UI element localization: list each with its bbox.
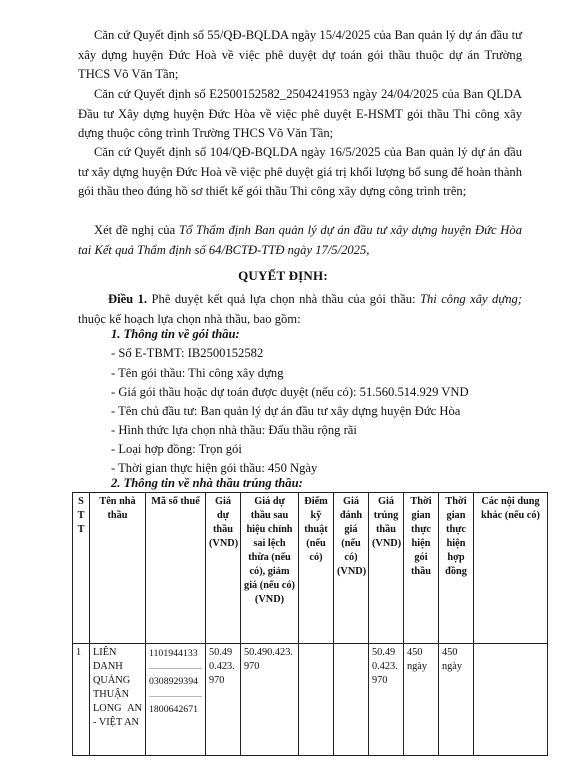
- table-header-row: [73, 493, 548, 644]
- info-item: - Tên chủ đầu tư: Ban quản lý dự án đầu tư xây dựng huyện Đức Hòa: [111, 404, 461, 418]
- cell-tax-codes: [146, 644, 206, 756]
- cell-contractor-name: LIÊN DANH QUẢNG THUẬN LONG AN - VIỆT AN: [90, 644, 146, 756]
- paragraph-proposal: [78, 221, 522, 260]
- cell-bid-price: 50.490.423.970: [206, 644, 241, 756]
- cell-adjusted-price: 50.490.423.970: [241, 644, 299, 756]
- cell-eval-price: [334, 644, 369, 756]
- article-1: [78, 290, 522, 329]
- info-item: - Giá gói thầu hoặc dự toán được duyệt (nếu có): 51.560.514.929 VND: [111, 385, 469, 399]
- article-italic-text: Thi công xây dựng;: [419, 292, 523, 306]
- header-eval-price: Giá đánh giá (nếu có) (VND): [334, 493, 369, 644]
- paragraph-legal-basis-2: [78, 85, 522, 144]
- header-adjusted-price: Giá dự thầu sau hiệu chỉnh sai lệch thừa (nếu có), giảm giá (nếu có) (VND): [241, 493, 299, 644]
- info-item: - Thời gian thực hiện gói thầu: 450 Ngày: [111, 461, 318, 475]
- header-contract-time: Thời gian thực hiện hợp đồng: [439, 493, 474, 644]
- paragraph-legal-basis-1: [78, 26, 522, 85]
- decision-heading: QUYẾT ĐỊNH:: [238, 268, 328, 283]
- cell-winning-price: 50.490.423.970: [369, 644, 404, 756]
- header-winning-price: Giá trúng thầu (VND): [369, 493, 404, 644]
- paragraph-text: Căn cứ Quyết định số E2500152582_2504241953 ngày 24/04/2025 của Ban QLDA Đầu tư Xây dựng huyện Đức Hòa về việc phê duyệt E-HSMT gói thầu Thi công xây dựng thuộc công trình Trường THCS Võ Văn Tần;: [78, 87, 522, 140]
- cell-other: [474, 644, 548, 756]
- winning-bidder-table: [72, 492, 548, 756]
- article-text: Phê duyệt kết quả lựa chọn nhà thầu của gói thầu:: [147, 292, 420, 306]
- header-bid-price: Giá dự thầu (VND): [206, 493, 241, 644]
- info-item: - Loại hợp đồng: Trọn gói: [111, 442, 242, 456]
- header-tax-code: Mã số thuế: [146, 493, 206, 644]
- article-label: Điều 1.: [108, 292, 148, 306]
- table-row: [73, 644, 548, 756]
- header-tech-score: Điểm kỹ thuật (nếu có): [299, 493, 334, 644]
- header-other: Các nội dung khác (nếu có): [474, 493, 548, 644]
- cell-package-time: 450 ngày: [404, 644, 439, 756]
- cell-stt: 1: [73, 644, 90, 756]
- paragraph-legal-basis-3: [78, 143, 522, 202]
- section-2-title: 2. Thông tin về nhà thầu trúng thầu:: [111, 476, 303, 490]
- info-item: - Hình thức lựa chọn nhà thầu: Đấu thầu rộng rãi: [111, 423, 357, 437]
- paragraph-text: Căn cứ Quyết định số 55/QĐ-BQLDA ngày 15/4/2025 của Ban quản lý dự án đầu tư xây dựng huyện Đức Hoà về việc phê duyệt dự toán gói thầu thuộc dự án Trường THCS Võ Văn Tần;: [78, 28, 522, 81]
- tax-code: 0308929394: [149, 668, 202, 690]
- section-1-title: 1. Thông tin về gói thầu:: [111, 327, 240, 341]
- cell-tech-score: [299, 644, 334, 756]
- tax-code: 1800642671: [149, 696, 202, 718]
- article-text: thuộc kế hoạch lựa chọn nhà thầu, bao gồm:: [78, 311, 301, 326]
- paragraph-text: Căn cứ Quyết định số 104/QĐ-BQLDA ngày 16/5/2025 của Ban quản lý dự án đầu tư xây dựng huyện Đức Hoà về việc phê duyệt giá trị khối lượng bổ sung để hoàn thành gói thầu theo đúng hồ sơ thiết kế gói thầu Thi công xây dựng công trình trên;: [78, 145, 522, 198]
- cell-contract-time: 450 ngày: [439, 644, 474, 756]
- info-item: - Tên gói thầu: Thi công xây dựng: [111, 366, 284, 380]
- header-contractor-name: Tên nhà thầu: [90, 493, 146, 644]
- info-item: - Số E-TBMT: IB2500152582: [111, 346, 264, 360]
- header-stt: S T T: [73, 493, 90, 644]
- paragraph-italic-text: Tổ Thẩm định Ban quản lý dự án đầu tư xây dựng huyện Đức Hòa tai Kết quả Thẩm định số 64/BCTĐ-TTĐ ngày 17/5/2025,: [78, 223, 523, 257]
- header-package-time: Thời gian thực hiện gói thầu: [404, 493, 439, 644]
- paragraph-text: Xét đề nghị của: [94, 223, 179, 237]
- tax-code: 1101944133: [149, 648, 198, 659]
